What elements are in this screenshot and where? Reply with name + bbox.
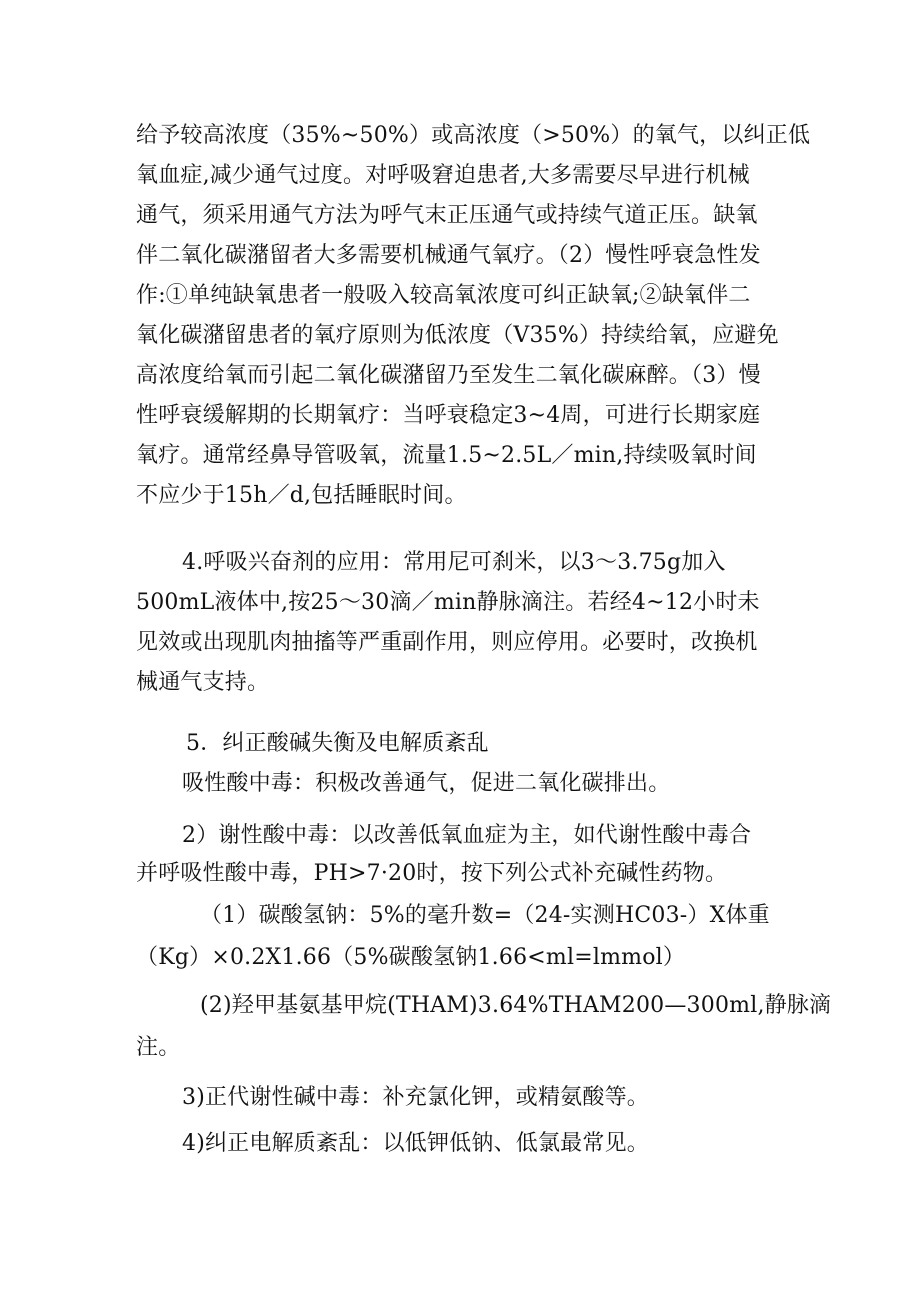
- paragraph-line: 不应少于15h／d,包括睡眠时间。: [136, 483, 467, 508]
- formula-line: （1）碳酸氢钠：5%的毫升数=（24-实测HC03-）X体重: [200, 903, 770, 928]
- metabolic-alkalosis-line: 3)正代谢性碱中毒：补充氯化钾，或精氨酸等。: [182, 1085, 649, 1110]
- paragraph-line: 500mL液体中,按25～30滴／min静脉滴注。若经4~12小时未: [136, 590, 760, 615]
- paragraph-line: 性呼衰缓解期的长期氧疗：当呼衰稳定3~4周，可进行长期家庭: [136, 403, 761, 428]
- paragraph-line: (2)羟甲基氨基甲烷(THAM)3.64%THAM200—300ml,静脉滴: [200, 993, 832, 1018]
- paragraph-line: 通气，须采用通气方法为呼气末正压通气或持续气道正压。缺氧: [136, 203, 758, 228]
- formula-line: （Kg）×0.2X1.66（5%碳酸氢钠1.66<ml=lmmol）: [136, 945, 686, 970]
- paragraph-line: 氧疗。通常经鼻导管吸氧，流量1.5~2.5L／min,持续吸氧时间: [136, 443, 757, 468]
- section-heading: 5．纠正酸碱失衡及电解质紊乱: [186, 731, 489, 756]
- paragraph-line: 氧血症,减少通气过度。对呼吸窘迫患者,大多需要尽早进行机械: [136, 163, 750, 188]
- paragraph-line: 高浓度给氧而引起二氧化碳潴留乃至发生二氧化碳麻醉。（3）慢: [136, 363, 761, 388]
- paragraph-line: 给予较高浓度（35%~50%）或高浓度（>50%）的氧气，以纠正低: [136, 123, 811, 148]
- paragraph-line: 注。: [136, 1035, 181, 1060]
- paragraph-line: 并呼吸性酸中毒，PH>7·20时，按下列公式补充碱性药物。: [136, 861, 728, 886]
- paragraph-line: 氧化碳潴留患者的氧疗原则为低浓度（V35%）持续给氧，应避免: [136, 323, 779, 348]
- paragraph-line: 见效或出现肌肉抽搐等严重副作用，则应停用。必要时，改换机: [136, 630, 758, 655]
- paragraph-line: 作:①单纯缺氧患者一般吸入较高氧浓度可纠正缺氧;②缺氧伴二: [136, 283, 751, 308]
- paragraph-line: 4.呼吸兴奋剂的应用：常用尼可刹米，以3～3.75g加入: [182, 550, 726, 575]
- respiratory-acidosis-line: 吸性酸中毒：积极改善通气，促进二氧化碳排出。: [182, 771, 671, 796]
- paragraph-line: 伴二氧化碳潴留者大多需要机械通气氧疗。（2）慢性呼衰急性发: [136, 243, 761, 268]
- paragraph-line: 2）谢性酸中毒：以改善低氧血症为主，如代谢性酸中毒合: [182, 823, 752, 848]
- electrolyte-line: 4)纠正电解质紊乱：以低钾低钠、低氯最常见。: [182, 1131, 649, 1156]
- paragraph-line: 械通气支持。: [136, 670, 270, 695]
